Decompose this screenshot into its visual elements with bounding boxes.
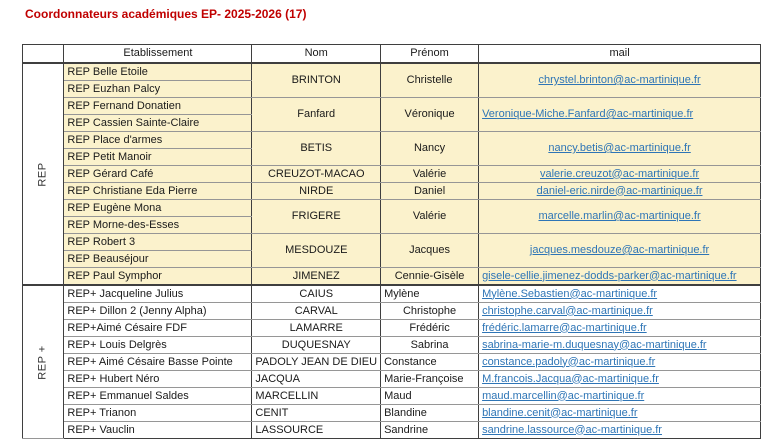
etablissement-cell: REP Petit Manoir	[64, 149, 252, 166]
header-prenom: Prénom	[381, 45, 479, 64]
prenom-cell: Sandrine	[381, 422, 479, 439]
etablissement-cell: REP Place d'armes	[64, 132, 252, 149]
email-link[interactable]: frédéric.lamarre@ac-martinique.fr	[482, 321, 647, 334]
table-row	[23, 422, 761, 439]
etablissement-cell: REP+ Jacqueline Julius	[64, 285, 252, 303]
nom-cell: CAIUS	[252, 285, 381, 303]
nom-cell: MESDOUZE	[252, 234, 381, 268]
mail-cell	[479, 98, 761, 132]
mail-cell	[479, 303, 761, 320]
table-row	[23, 371, 761, 388]
etablissement-cell: REP Eugène Mona	[64, 200, 252, 217]
nom-cell: PADOLY JEAN DE DIEU	[252, 354, 381, 371]
page-title: Coordonnateurs académiques EP- 2025-2026 (17)	[25, 7, 307, 21]
email-link[interactable]: christophe.carval@ac-martinique.fr	[482, 304, 653, 317]
mail-cell	[479, 166, 761, 183]
header-row	[23, 45, 761, 64]
prenom-cell: Christelle	[381, 63, 479, 98]
email-link[interactable]: M.francois.Jacqua@ac-martinique.fr	[482, 372, 659, 385]
mail-cell	[479, 320, 761, 337]
prenom-cell: Maud	[381, 388, 479, 405]
table-row	[23, 303, 761, 320]
table-row	[23, 388, 761, 405]
table-row	[23, 268, 761, 286]
nom-cell: JACQUA	[252, 371, 381, 388]
mail-cell	[479, 422, 761, 439]
etablissement-cell: REP+ Emmanuel Saldes	[64, 388, 252, 405]
etablissement-cell: REP+ Trianon	[64, 405, 252, 422]
table-row	[23, 166, 761, 183]
email-link[interactable]: sandrine.lassource@ac-martinique.fr	[482, 423, 662, 436]
email-link[interactable]: daniel-eric.nirde@ac-martinique.fr	[536, 184, 703, 197]
email-link[interactable]: jacques.mesdouze@ac-martinique.fr	[529, 244, 710, 256]
table-row	[23, 285, 761, 303]
table-row	[23, 337, 761, 354]
prenom-cell: Sabrina	[381, 337, 479, 354]
nom-cell: BRINTON	[252, 63, 381, 98]
nom-cell: DUQUESNAY	[252, 337, 381, 354]
mail-cell	[479, 354, 761, 371]
email-link[interactable]: gisele-cellie.jimenez-dodds-parker@ac-martinique.fr	[482, 269, 737, 282]
mail-cell	[479, 268, 761, 286]
nom-cell: BETIS	[252, 132, 381, 166]
mail-cell	[479, 234, 761, 268]
table-row	[23, 132, 761, 149]
mail-cell	[479, 285, 761, 303]
nom-cell: LASSOURCE	[252, 422, 381, 439]
section-label-text: REP +	[36, 344, 49, 380]
etablissement-cell: REP Cassien Sainte-Claire	[64, 115, 252, 132]
etablissement-cell: REP Euzhan Palcy	[64, 81, 252, 98]
table-row	[23, 183, 761, 200]
table-body	[23, 63, 761, 439]
nom-cell: CREUZOT-MACAO	[252, 166, 381, 183]
mail-cell	[479, 63, 761, 98]
email-link[interactable]: Veronique-Miche.Fanfard@ac-martinique.fr	[482, 108, 694, 120]
table-row	[23, 63, 761, 81]
etablissement-cell: REP+ Hubert Néro	[64, 371, 252, 388]
nom-cell: MARCELLIN	[252, 388, 381, 405]
nom-cell: CARVAL	[252, 303, 381, 320]
etablissement-cell: REP+ Dillon 2 (Jenny Alpha)	[64, 303, 252, 320]
email-link[interactable]: blandine.cenit@ac-martinique.fr	[482, 406, 638, 419]
mail-cell	[479, 200, 761, 234]
etablissement-cell: REP Robert 3	[64, 234, 252, 251]
nom-cell: Fanfard	[252, 98, 381, 132]
table-row	[23, 320, 761, 337]
email-link[interactable]: sabrina-marie-m.duquesnay@ac-martinique.fr	[482, 338, 707, 351]
mail-cell	[479, 132, 761, 166]
etablissement-cell: REP Gérard Café	[64, 166, 252, 183]
table-row	[23, 354, 761, 371]
etablissement-cell: REP Fernand Donatien	[64, 98, 252, 115]
mail-cell	[479, 388, 761, 405]
prenom-cell: Marie-Françoise	[381, 371, 479, 388]
section-label-cell	[23, 285, 64, 439]
etablissement-cell: REP Belle Etoile	[64, 63, 252, 81]
nom-cell: CENIT	[252, 405, 381, 422]
etablissement-cell: REP Paul Symphor	[64, 268, 252, 286]
prenom-cell: Jacques	[381, 234, 479, 268]
prenom-cell: Mylène	[381, 285, 479, 303]
etablissement-cell: REP+ Louis Delgrès	[64, 337, 252, 354]
email-link[interactable]: Mylène.Sebastien@ac-martinique.fr	[482, 287, 658, 300]
email-link[interactable]: constance.padoly@ac-martinique.fr	[482, 355, 656, 368]
nom-cell: JIMENEZ	[252, 268, 381, 286]
table-header	[23, 45, 761, 64]
prenom-cell: Nancy	[381, 132, 479, 166]
section-label-text: REP	[36, 161, 49, 187]
header-mail: mail	[479, 45, 761, 64]
email-link[interactable]: maud.marcellin@ac-martinique.fr	[482, 389, 645, 402]
table-row	[23, 234, 761, 251]
etablissement-cell: REP+ Aimé Césaire Basse Pointe	[64, 354, 252, 371]
email-link[interactable]: chrystel.brinton@ac-martinique.fr	[538, 74, 701, 86]
prenom-cell: Frédéric	[381, 320, 479, 337]
mail-cell	[479, 405, 761, 422]
header-nom: Nom	[252, 45, 381, 64]
prenom-cell: Christophe	[381, 303, 479, 320]
etablissement-cell: REP Christiane Eda Pierre	[64, 183, 252, 200]
table-row	[23, 405, 761, 422]
table-row	[23, 200, 761, 217]
nom-cell: FRIGERE	[252, 200, 381, 234]
prenom-cell: Blandine	[381, 405, 479, 422]
etablissement-cell: REP+Aimé Césaire FDF	[64, 320, 252, 337]
email-link[interactable]: marcelle.marlin@ac-martinique.fr	[538, 210, 701, 222]
prenom-cell: Valérie	[381, 200, 479, 234]
email-link[interactable]: valerie.creuzot@ac-martinique.fr	[540, 167, 700, 180]
etablissement-cell: REP+ Vauclin	[64, 422, 252, 439]
prenom-cell: Valérie	[381, 166, 479, 183]
etablissement-cell: REP Beauséjour	[64, 251, 252, 268]
etablissement-cell: REP Morne-des-Esses	[64, 217, 252, 234]
header-empty-cell	[23, 45, 64, 64]
mail-cell	[479, 371, 761, 388]
coordinators-table	[22, 44, 761, 439]
prenom-cell: Véronique	[381, 98, 479, 132]
table-row	[23, 98, 761, 115]
nom-cell: LAMARRE	[252, 320, 381, 337]
prenom-cell: Constance	[381, 354, 479, 371]
mail-cell	[479, 183, 761, 200]
prenom-cell: Daniel	[381, 183, 479, 200]
mail-cell	[479, 337, 761, 354]
email-link[interactable]: nancy.betis@ac-martinique.fr	[548, 142, 691, 154]
document-page	[0, 7, 768, 439]
nom-cell: NIRDE	[252, 183, 381, 200]
prenom-cell: Cennie-Gisèle	[381, 268, 479, 286]
header-etablissement: Etablissement	[64, 45, 252, 64]
section-label-cell	[23, 63, 64, 285]
